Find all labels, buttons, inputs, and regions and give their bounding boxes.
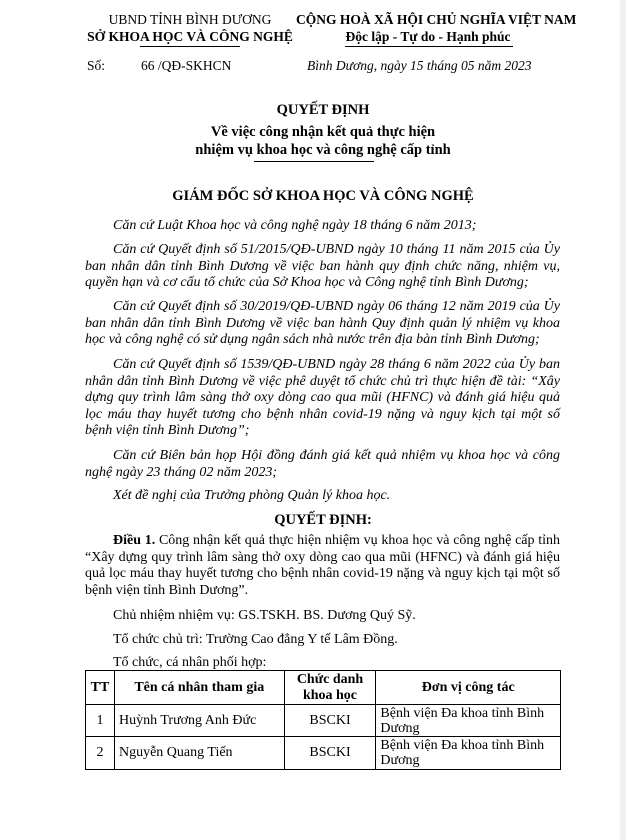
row-unit: Bệnh viện Đa khoa tỉnh Bình Dương xyxy=(376,737,561,770)
motto-underline xyxy=(345,46,513,47)
table-header-row xyxy=(86,671,561,705)
authority-heading: GIÁM ĐỐC SỞ KHOA HỌC VÀ CÔNG NGHỆ xyxy=(172,188,474,204)
basis-5: Căn cứ Biên bản họp Hội đồng đánh giá kết quả nhiệm vụ khoa học và công nghệ ngày 23 tháng 02 năm 2023; xyxy=(85,448,560,480)
national-title: CỘNG HOÀ XÃ HỘI CHỦ NGHĨA VIỆT NAM xyxy=(296,12,577,27)
row-tt: 2 xyxy=(86,737,115,770)
row-title: BSCKI xyxy=(284,705,376,737)
basis-1: Căn cứ Luật Khoa học và công nghệ ngày 18 tháng 6 năm 2013; xyxy=(113,218,477,233)
participants-table xyxy=(85,670,561,770)
national-motto: Độc lập - Tự do - Hạnh phúc xyxy=(345,29,511,44)
row-unit: Bệnh viện Đa khoa tỉnh Bình Dương xyxy=(376,705,561,737)
article-1-leader: Chủ nhiệm nhiệm vụ: GS.TSKH. BS. Dương Quý Sỹ. xyxy=(113,608,416,623)
place-date: Bình Dương, ngày 15 tháng 05 năm 2023 xyxy=(307,58,532,73)
col-header-tt: TT xyxy=(86,671,115,705)
doc-title: QUYẾT ĐỊNH xyxy=(276,102,370,118)
basis-2: Căn cứ Quyết định số 51/2015/QĐ-UBND ngày 10 tháng 11 năm 2015 của Ủy ban nhân dân tỉnh Bình Dương về việc ban hành quy định chức năng, nhiệm vụ, quyền hạn và cơ cấu tổ chức của Sở Khoa học và Công nghệ tỉnh Bình Dương; xyxy=(85,242,560,290)
col-header-title: Chức danh khoa học xyxy=(284,671,376,705)
row-title: BSCKI xyxy=(284,737,376,770)
row-name: Huỳnh Trương Anh Đức xyxy=(114,705,284,737)
doc-subject-line2: nhiệm vụ khoa học và công nghệ cấp tỉnh xyxy=(195,142,451,158)
article-1-partners: Tổ chức, cá nhân phối hợp: xyxy=(113,655,267,670)
doc-subject-line1: Về việc công nhận kết quả thực hiện xyxy=(210,124,436,140)
issuer-name: SỞ KHOA HỌC VÀ CÔNG NGHỆ xyxy=(87,29,293,44)
viewer-scroll-edge xyxy=(620,0,626,840)
table-row xyxy=(86,737,561,770)
article-1-host: Tổ chức chủ trì: Trường Cao đẳng Y tế Lâm Đồng. xyxy=(113,632,398,647)
table-row xyxy=(86,705,561,737)
issuer-underline xyxy=(140,46,240,47)
col-header-unit: Đơn vị công tác xyxy=(376,671,561,705)
row-name: Nguyễn Quang Tiến xyxy=(114,737,284,770)
doc-number-label: Số: xyxy=(87,58,106,73)
article-1: Điều 1. Công nhận kết quả thực hiện nhiệm vụ khoa học và công nghệ cấp tỉnh “Xây dựng quy trình lâm sàng thở oxy dòng cao qua mũi (HFNC) và đánh giá hiệu quả lọc máu thay huyết tương cho bệnh nhân covid-19 nặng và nguy kịch tại một số bệnh viện tỉnh Bình Dương”. xyxy=(85,533,561,598)
article-1-label: Điều 1. xyxy=(113,533,156,548)
basis-6: Xét đề nghị của Trưởng phòng Quản lý khoa học. xyxy=(113,488,391,503)
issuer-parent: UBND TỈNH BÌNH DƯƠNG xyxy=(108,12,272,27)
doc-number: 66 /QĐ-SKHCN xyxy=(141,58,232,73)
col-header-name: Tên cá nhân tham gia xyxy=(114,671,284,705)
basis-3: Căn cứ Quyết định số 30/2019/QĐ-UBND ngày 06 tháng 12 năm 2019 của Ủy ban nhân dân tỉnh Bình Dương về việc ban hành Quy định quản lý nhiệm vụ khoa học và công nghệ có sử dụng ngân sách nhà nước trên địa bàn tỉnh Bình Dương; xyxy=(85,299,560,347)
decision-heading: QUYẾT ĐỊNH: xyxy=(274,512,372,528)
row-tt: 1 xyxy=(86,705,115,737)
title-underline xyxy=(254,161,374,162)
basis-4: Căn cứ Quyết định số 1539/QĐ-UBND ngày 28 tháng 6 năm 2022 của Ủy ban nhân dân tỉnh Bình Dương về việc phê duyệt tổ chức chủ trì thực hiện đề tài: “Xây dựng quy trình lâm sàng thở oxy dòng cao qua mũi (HFNC) và đánh giá hiệu quả lọc máu thay huyết tương cho bệnh nhân covid-19 nặng và nguy kịch tại một số bệnh viện tỉnh Bình Dương”; xyxy=(85,357,560,438)
